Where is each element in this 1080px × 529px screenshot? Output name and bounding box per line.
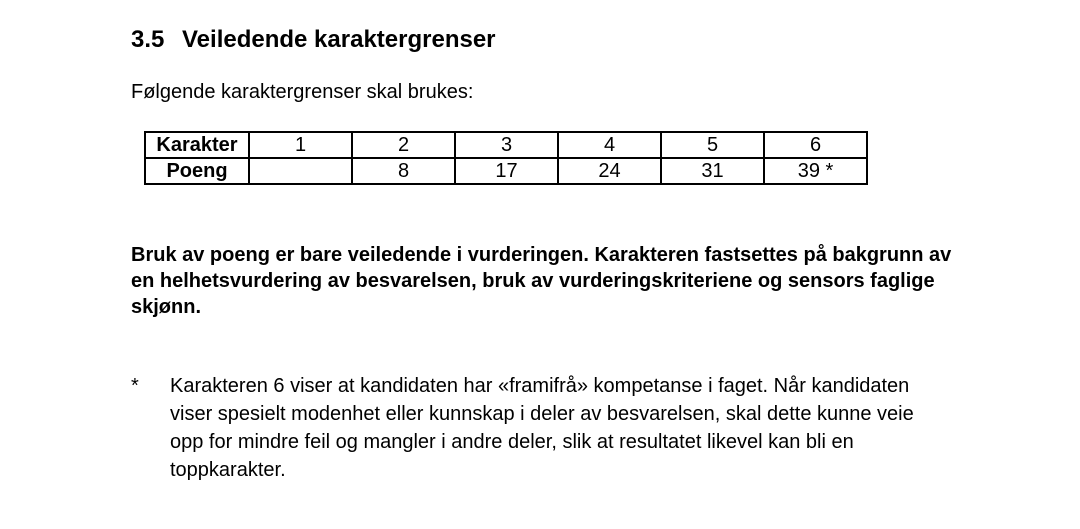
grade-row [145, 132, 867, 158]
points-cell: 17 [455, 158, 558, 184]
points-cell: 24 [558, 158, 661, 184]
points-row-header: Poeng [145, 158, 249, 184]
grade-cell: 2 [352, 132, 455, 158]
grade-cell: 3 [455, 132, 558, 158]
section-number: 3.5 [131, 26, 165, 53]
footnote-text: Karakteren 6 viser at kandidaten har «framifrå» kompetanse i faget. Når kandidaten viser spesielt modenhet eller kunnskap i deler av besvarelsen, skal dette kunne veie opp for mindre feil og mangler i andre deler, slik at resultatet likevel kan bli en toppkarakter. [170, 375, 914, 481]
grade-cell: 6 [764, 132, 867, 158]
grade-limits-table [144, 131, 868, 185]
grading-note: Bruk av poeng er bare veiledende i vurderingen. Karakteren fastsettes på bakgrunn av en helhetsvurdering av besvarelsen, bruk av vurderingskriteriene og sensors faglige skjønn. [131, 244, 952, 318]
points-row [145, 158, 867, 184]
points-cell: 31 [661, 158, 764, 184]
points-cell: 39 * [764, 158, 867, 184]
grade-cell: 1 [249, 132, 352, 158]
grade-cell: 5 [661, 132, 764, 158]
section-title: Veiledende karaktergrenser [182, 26, 496, 53]
points-cell: 8 [352, 158, 455, 184]
footnote-marker: * [131, 375, 139, 397]
intro-text: Følgende karaktergrenser skal brukes: [131, 81, 474, 103]
section-heading [131, 26, 496, 54]
points-cell [249, 158, 352, 184]
grade-row-header: Karakter [145, 132, 249, 158]
footnote [131, 372, 951, 484]
grade-cell: 4 [558, 132, 661, 158]
